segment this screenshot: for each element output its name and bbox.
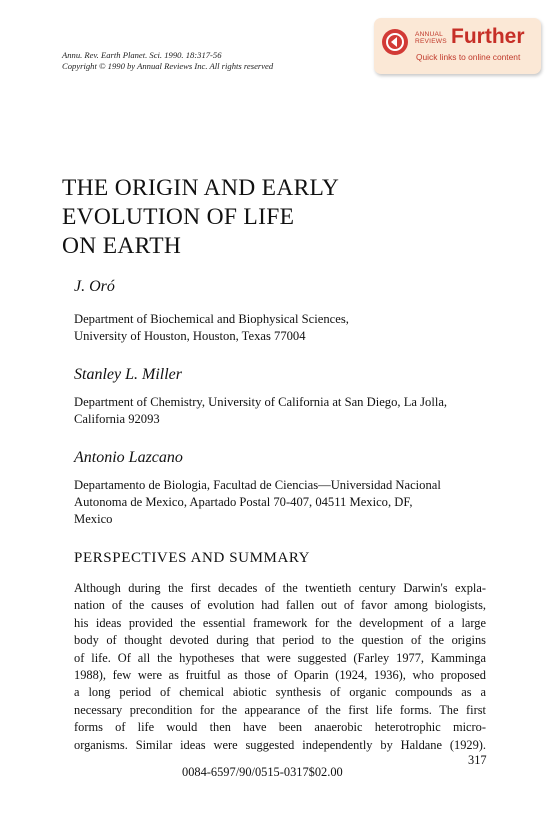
paragraph-line: his ideas provided the essential framework for the development of a large <box>74 615 486 630</box>
badge-further-title: Further <box>451 25 525 48</box>
copyright-line: Copyright © 1990 by Annual Reviews Inc. All rights reserved <box>62 61 274 71</box>
title-line: THE ORIGIN AND EARLY <box>62 175 340 201</box>
paragraph-line: necessary precondition for the appearance of the first life forms. The first <box>74 702 486 717</box>
affiliation-line: Mexico <box>74 512 113 526</box>
badge-reviews-label: REVIEWS <box>415 38 447 45</box>
affiliation-line: Department of Biochemical and Biophysical Sciences, <box>74 312 349 326</box>
author-name: J. Oró <box>74 278 115 295</box>
body-paragraph <box>74 580 486 754</box>
paragraph-line: body of thought devoted during that period to the question of the origins <box>74 633 486 648</box>
paragraph-line: organisms. Similar ideas were suggested independently by Haldane (1929). <box>74 737 486 752</box>
affiliation-line: Department of Chemistry, University of California at San Diego, La Jolla, <box>74 395 448 409</box>
affiliation-line: Departamento de Biologia, Facultad de Ciencias—Universidad Nacional <box>74 478 441 492</box>
paragraph-line: forms of life would then have been anaerobic heterotrophic micro- <box>74 720 486 735</box>
section-heading: PERSPECTIVES AND SUMMARY <box>74 550 311 566</box>
author-affiliation <box>74 394 447 428</box>
article-title <box>62 174 339 261</box>
badge-annual-label: ANNUAL <box>415 31 443 38</box>
author-affiliation <box>74 477 441 528</box>
page-number: 317 <box>468 753 487 767</box>
citation-line: Annu. Rev. Earth Planet. Sci. 1990. 18:317-56 <box>62 50 222 60</box>
journal-citation <box>62 50 273 72</box>
article-code: 0084-6597/90/0515-0317$02.00 <box>182 765 343 779</box>
paragraph-line: a long period of chemical abiotic synthesis of organic compounds as a <box>74 685 486 700</box>
paragraph-line: 1988), few were as fruitful as those of Oparin (1924, 1936), who proposed <box>74 668 486 683</box>
affiliation-line: University of Houston, Houston, Texas 77004 <box>74 329 306 343</box>
affiliation-line: California 92093 <box>74 412 160 426</box>
paragraph-line: nation of the causes of evolution had fallen out of favor among biologists, <box>74 598 486 613</box>
paragraph-line: Although during the first decades of the twentieth century Darwin's expla- <box>74 581 486 595</box>
annual-reviews-further-button[interactable] <box>374 18 541 74</box>
paragraph-line: of life. Of all the hypotheses that were suggested (Farley 1977, Kamminga <box>74 650 486 665</box>
author-name: Antonio Lazcano <box>74 449 183 466</box>
affiliation-line: Autonoma de Mexico, Apartado Postal 70-407, 04511 Mexico, DF, <box>74 495 413 509</box>
author-affiliation <box>74 311 349 345</box>
title-line: ON EARTH <box>62 233 182 259</box>
annual-reviews-logo-icon <box>382 29 408 55</box>
title-line: EVOLUTION OF LIFE <box>62 204 295 230</box>
author-name: Stanley L. Miller <box>74 366 182 383</box>
badge-quick-links-subtitle: Quick links to online content <box>416 52 521 62</box>
